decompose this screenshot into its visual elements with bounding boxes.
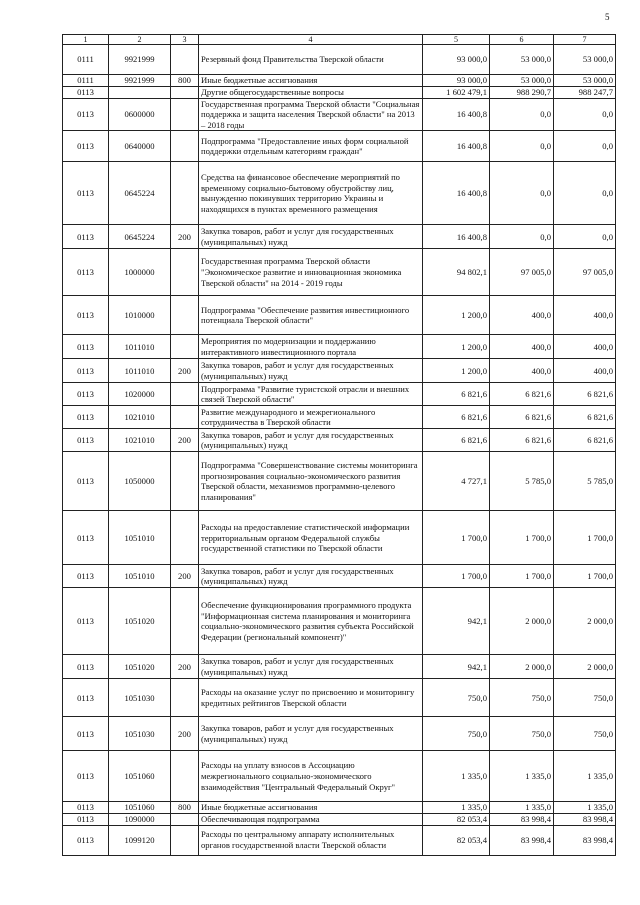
row-value-year3: 0,0 <box>554 131 616 162</box>
row-value-year1: 16 400,8 <box>423 225 490 249</box>
row-value-year2: 2 000,0 <box>490 588 554 655</box>
row-value-year3: 0,0 <box>554 225 616 249</box>
row-value-year2: 1 700,0 <box>490 511 554 565</box>
row-value-year2: 750,0 <box>490 679 554 717</box>
row-value-year1: 942,1 <box>423 655 490 679</box>
row-article-code: 9921999 <box>109 75 171 87</box>
row-section-code: 0113 <box>63 679 109 717</box>
row-value-year2: 1 335,0 <box>490 802 554 814</box>
row-article-code: 1051010 <box>109 511 171 565</box>
row-section-code: 0113 <box>63 131 109 162</box>
row-section-code: 0113 <box>63 825 109 855</box>
row-article-code: 1020000 <box>109 383 171 406</box>
row-value-year3: 83 998,4 <box>554 825 616 855</box>
row-section-code: 0113 <box>63 249 109 296</box>
row-value-year1: 6 821,6 <box>423 429 490 452</box>
row-value-year3: 1 335,0 <box>554 802 616 814</box>
row-article-code: 1099120 <box>109 825 171 855</box>
row-value-year3: 400,0 <box>554 335 616 359</box>
row-name: Расходы по центральному аппарату исполнительных органов государственной власти Тверской области <box>199 825 423 855</box>
row-value-year3: 6 821,6 <box>554 429 616 452</box>
row-expense-type <box>171 825 199 855</box>
row-value-year1: 1 700,0 <box>423 511 490 565</box>
row-name: Закупка товаров, работ и услуг для государственных (муниципальных) нужд <box>199 359 423 383</box>
table-row <box>63 406 616 429</box>
row-value-year1: 16 400,8 <box>423 131 490 162</box>
row-name: Расходы на уплату взносов в Ассоциацию межрегионального социально-экономического взаимодействия "Центральный Федеральный Округ" <box>199 751 423 802</box>
row-expense-type <box>171 131 199 162</box>
row-expense-type: 200 <box>171 655 199 679</box>
row-section-code: 0113 <box>63 511 109 565</box>
row-name: Обеспечивающая подпрограмма <box>199 813 423 825</box>
row-name: Подпрограмма "Обеспечение развития инвестиционного потенциала Тверской области" <box>199 296 423 335</box>
row-value-year1: 16 400,8 <box>423 162 490 225</box>
row-section-code: 0113 <box>63 588 109 655</box>
row-value-year2: 6 821,6 <box>490 429 554 452</box>
row-value-year2: 0,0 <box>490 162 554 225</box>
row-expense-type <box>171 98 199 131</box>
row-name: Развитие международного и межрегионального сотрудничества в Тверской области <box>199 406 423 429</box>
column-number-row <box>63 35 616 45</box>
table-row <box>63 98 616 131</box>
row-section-code: 0113 <box>63 565 109 588</box>
row-value-year2: 0,0 <box>490 131 554 162</box>
row-section-code: 0113 <box>63 751 109 802</box>
table-row <box>63 75 616 87</box>
table-body <box>63 45 616 856</box>
row-value-year2: 1 700,0 <box>490 565 554 588</box>
row-section-code: 0113 <box>63 98 109 131</box>
row-name: Мероприятия по модернизации и поддержанию интерактивного инвестиционного портала <box>199 335 423 359</box>
row-value-year2: 0,0 <box>490 98 554 131</box>
row-article-code: 1000000 <box>109 249 171 296</box>
row-article-code: 9921999 <box>109 45 171 75</box>
row-expense-type: 800 <box>171 802 199 814</box>
row-value-year1: 82 053,4 <box>423 813 490 825</box>
row-article-code: 1051020 <box>109 588 171 655</box>
row-name: Другие общегосударственные вопросы <box>199 87 423 99</box>
table-row <box>63 162 616 225</box>
table-row <box>63 383 616 406</box>
row-article-code: 1021010 <box>109 429 171 452</box>
row-value-year3: 2 000,0 <box>554 588 616 655</box>
row-value-year3: 5 785,0 <box>554 452 616 511</box>
row-article-code: 1051060 <box>109 751 171 802</box>
row-value-year3: 988 247,7 <box>554 87 616 99</box>
row-section-code: 0111 <box>63 75 109 87</box>
row-article-code: 0640000 <box>109 131 171 162</box>
table-row <box>63 429 616 452</box>
row-article-code: 1011010 <box>109 359 171 383</box>
row-article-code: 1051030 <box>109 679 171 717</box>
row-name: Расходы на предоставление статистической информации территориальным органом Федеральной службы государственной статистики по Тверской области <box>199 511 423 565</box>
row-value-year3: 400,0 <box>554 296 616 335</box>
row-name: Государственная программа Тверской области "Социальная поддержка и защита населения Тверской области" на 2013 – 2018 годы <box>199 98 423 131</box>
row-expense-type: 200 <box>171 225 199 249</box>
row-article-code: 0645224 <box>109 225 171 249</box>
row-value-year1: 6 821,6 <box>423 383 490 406</box>
row-value-year2: 0,0 <box>490 225 554 249</box>
row-section-code: 0113 <box>63 359 109 383</box>
row-section-code: 0113 <box>63 225 109 249</box>
row-value-year1: 1 335,0 <box>423 751 490 802</box>
row-value-year2: 400,0 <box>490 359 554 383</box>
row-article-code: 1051010 <box>109 565 171 588</box>
row-name: Закупка товаров, работ и услуг для государственных (муниципальных) нужд <box>199 565 423 588</box>
budget-table <box>62 34 616 856</box>
row-expense-type <box>171 406 199 429</box>
row-section-code: 0113 <box>63 406 109 429</box>
row-value-year3: 400,0 <box>554 359 616 383</box>
table-row <box>63 679 616 717</box>
row-value-year1: 1 602 479,1 <box>423 87 490 99</box>
row-value-year1: 4 727,1 <box>423 452 490 511</box>
row-section-code: 0113 <box>63 335 109 359</box>
table-row <box>63 296 616 335</box>
table-row <box>63 335 616 359</box>
row-expense-type: 200 <box>171 359 199 383</box>
row-section-code: 0113 <box>63 813 109 825</box>
row-name: Закупка товаров, работ и услуг для государственных (муниципальных) нужд <box>199 225 423 249</box>
table-row <box>63 565 616 588</box>
row-value-year2: 1 335,0 <box>490 751 554 802</box>
row-value-year2: 988 290,7 <box>490 87 554 99</box>
row-expense-type <box>171 162 199 225</box>
row-expense-type: 200 <box>171 565 199 588</box>
row-name: Государственная программа Тверской области "Экономическое развитие и инновационная экономика Тверской области" на 2014 - 2019 годы <box>199 249 423 296</box>
row-value-year1: 1 200,0 <box>423 335 490 359</box>
row-expense-type: 800 <box>171 75 199 87</box>
row-section-code: 0113 <box>63 429 109 452</box>
row-name: Подпрограмма "Предоставление иных форм социальной поддержки отдельным категориям граждан" <box>199 131 423 162</box>
row-name: Закупка товаров, работ и услуг для государственных (муниципальных) нужд <box>199 655 423 679</box>
table-row <box>63 452 616 511</box>
row-value-year2: 53 000,0 <box>490 45 554 75</box>
row-value-year1: 93 000,0 <box>423 75 490 87</box>
row-value-year3: 0,0 <box>554 162 616 225</box>
table-row <box>63 359 616 383</box>
row-article-code: 0645224 <box>109 162 171 225</box>
row-article-code: 1050000 <box>109 452 171 511</box>
column-header: 7 <box>554 35 616 45</box>
row-expense-type <box>171 383 199 406</box>
row-value-year3: 6 821,6 <box>554 383 616 406</box>
column-header: 4 <box>199 35 423 45</box>
row-expense-type <box>171 87 199 99</box>
row-name: Расходы на оказание услуг по присвоению и мониторингу кредитных рейтингов Тверской области <box>199 679 423 717</box>
row-value-year1: 1 700,0 <box>423 565 490 588</box>
row-expense-type <box>171 751 199 802</box>
row-article-code: 1010000 <box>109 296 171 335</box>
row-value-year3: 1 700,0 <box>554 511 616 565</box>
row-value-year3: 97 005,0 <box>554 249 616 296</box>
column-header: 3 <box>171 35 199 45</box>
row-expense-type <box>171 45 199 75</box>
row-value-year2: 83 998,4 <box>490 825 554 855</box>
row-section-code: 0113 <box>63 452 109 511</box>
row-value-year1: 94 802,1 <box>423 249 490 296</box>
row-expense-type <box>171 296 199 335</box>
row-value-year3: 1 335,0 <box>554 751 616 802</box>
row-expense-type: 200 <box>171 717 199 751</box>
page-number: 5 <box>605 12 610 22</box>
row-article-code: 1051030 <box>109 717 171 751</box>
row-section-code: 0111 <box>63 45 109 75</box>
row-expense-type <box>171 679 199 717</box>
row-article-code: 1021010 <box>109 406 171 429</box>
row-name: Обеспечение функционирования программного продукта "Информационная система планирования и мониторинга социально-экономического развития субъекта Российской Федерации (региональный компонент)" <box>199 588 423 655</box>
row-value-year1: 16 400,8 <box>423 98 490 131</box>
table-row <box>63 802 616 814</box>
row-section-code: 0113 <box>63 162 109 225</box>
row-value-year3: 53 000,0 <box>554 45 616 75</box>
column-header: 2 <box>109 35 171 45</box>
row-article-code <box>109 87 171 99</box>
row-name: Иные бюджетные ассигнования <box>199 75 423 87</box>
row-value-year2: 400,0 <box>490 335 554 359</box>
table-row <box>63 717 616 751</box>
table-row <box>63 655 616 679</box>
column-header: 6 <box>490 35 554 45</box>
table-row <box>63 131 616 162</box>
table-row <box>63 87 616 99</box>
row-section-code: 0113 <box>63 296 109 335</box>
table-row <box>63 813 616 825</box>
row-value-year1: 942,1 <box>423 588 490 655</box>
table-row <box>63 249 616 296</box>
row-section-code: 0113 <box>63 383 109 406</box>
row-value-year3: 1 700,0 <box>554 565 616 588</box>
row-name: Закупка товаров, работ и услуг для государственных (муниципальных) нужд <box>199 429 423 452</box>
row-value-year1: 1 335,0 <box>423 802 490 814</box>
row-value-year3: 0,0 <box>554 98 616 131</box>
row-name: Подпрограмма "Развитие туристской отрасли и внешних связей Тверской области" <box>199 383 423 406</box>
row-article-code: 0600000 <box>109 98 171 131</box>
row-value-year3: 750,0 <box>554 679 616 717</box>
row-value-year3: 750,0 <box>554 717 616 751</box>
row-value-year1: 6 821,6 <box>423 406 490 429</box>
row-value-year2: 750,0 <box>490 717 554 751</box>
row-value-year1: 82 053,4 <box>423 825 490 855</box>
row-value-year2: 400,0 <box>490 296 554 335</box>
column-header: 1 <box>63 35 109 45</box>
row-value-year3: 53 000,0 <box>554 75 616 87</box>
row-expense-type <box>171 813 199 825</box>
row-value-year2: 97 005,0 <box>490 249 554 296</box>
row-name: Закупка товаров, работ и услуг для государственных (муниципальных) нужд <box>199 717 423 751</box>
row-article-code: 1051060 <box>109 802 171 814</box>
row-value-year2: 53 000,0 <box>490 75 554 87</box>
table-row <box>63 225 616 249</box>
row-value-year3: 83 998,4 <box>554 813 616 825</box>
column-header: 5 <box>423 35 490 45</box>
table-row <box>63 511 616 565</box>
row-name: Подпрограмма "Совершенствование системы мониторинга прогнозирования социально-экономического развития Тверской области, механизмов программно-целевого планирования" <box>199 452 423 511</box>
table-row <box>63 588 616 655</box>
table-row <box>63 45 616 75</box>
row-value-year3: 2 000,0 <box>554 655 616 679</box>
table-row <box>63 751 616 802</box>
table-row <box>63 825 616 855</box>
row-name: Иные бюджетные ассигнования <box>199 802 423 814</box>
row-value-year1: 750,0 <box>423 717 490 751</box>
row-value-year1: 93 000,0 <box>423 45 490 75</box>
row-article-code: 1011010 <box>109 335 171 359</box>
row-expense-type: 200 <box>171 429 199 452</box>
row-value-year2: 6 821,6 <box>490 406 554 429</box>
row-section-code: 0113 <box>63 655 109 679</box>
row-article-code: 1051020 <box>109 655 171 679</box>
row-value-year1: 1 200,0 <box>423 296 490 335</box>
row-value-year1: 750,0 <box>423 679 490 717</box>
row-article-code: 1090000 <box>109 813 171 825</box>
row-expense-type <box>171 452 199 511</box>
row-name: Резервный фонд Правительства Тверской области <box>199 45 423 75</box>
row-value-year2: 2 000,0 <box>490 655 554 679</box>
row-name: Средства на финансовое обеспечение мероприятий по временному социально-бытовому обустройству лиц, вынужденно покинувших территорию Украины и находящихся в пунктах временного размещения <box>199 162 423 225</box>
row-value-year1: 1 200,0 <box>423 359 490 383</box>
row-expense-type <box>171 249 199 296</box>
row-section-code: 0113 <box>63 802 109 814</box>
row-value-year3: 6 821,6 <box>554 406 616 429</box>
row-expense-type <box>171 588 199 655</box>
row-expense-type <box>171 335 199 359</box>
row-expense-type <box>171 511 199 565</box>
row-value-year2: 5 785,0 <box>490 452 554 511</box>
row-section-code: 0113 <box>63 717 109 751</box>
row-section-code: 0113 <box>63 87 109 99</box>
row-value-year2: 6 821,6 <box>490 383 554 406</box>
row-value-year2: 83 998,4 <box>490 813 554 825</box>
